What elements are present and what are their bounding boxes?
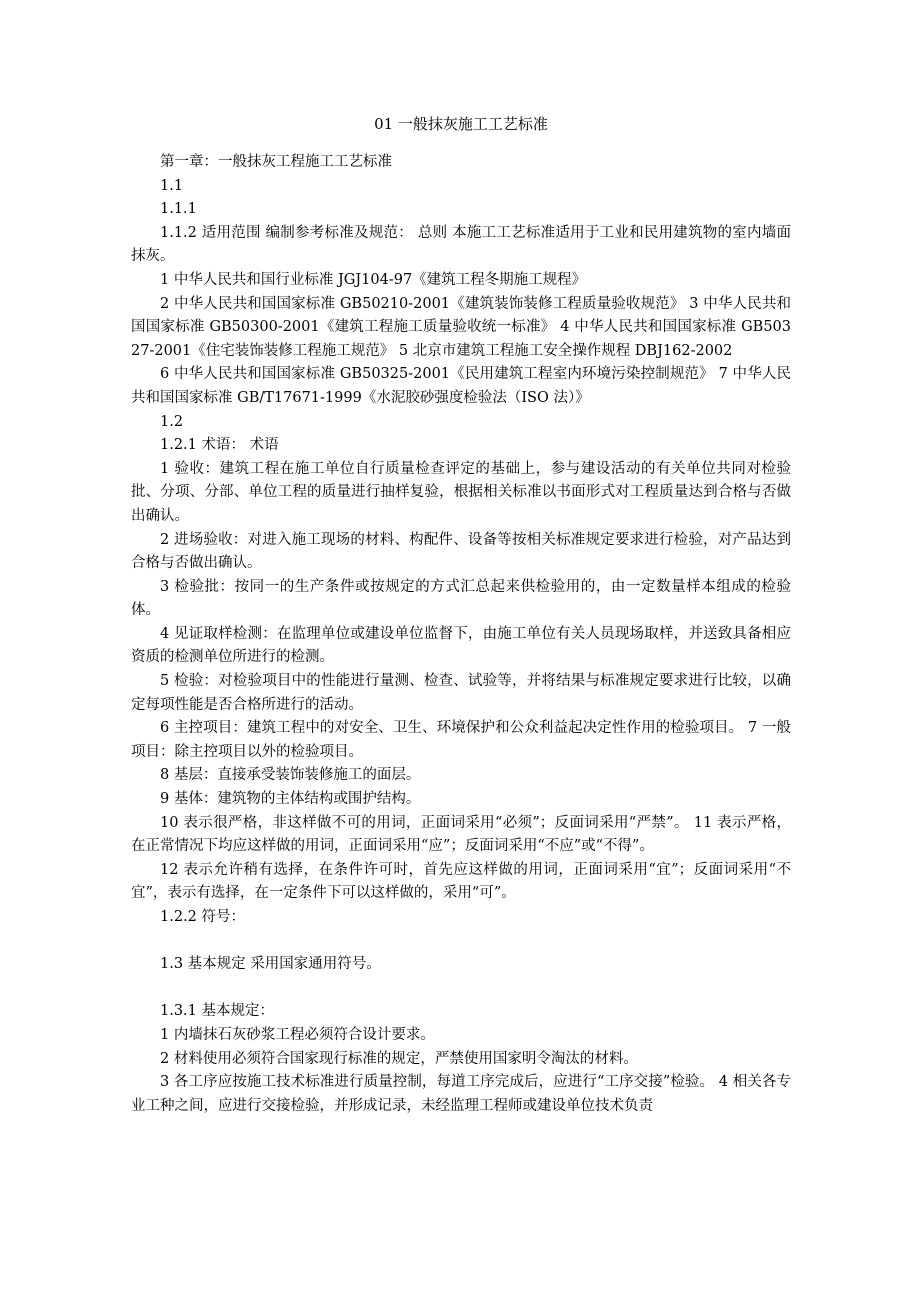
rule-item: 1 内墙抹石灰砂浆工程必须符合设计要求。 <box>160 1026 435 1043</box>
terms-heading: 1.2.1 术语： 术语 <box>160 437 279 454</box>
term-item: 9 基体：建筑物的主体结构或围护结构。 <box>160 791 421 808</box>
chapter-heading: 第一章：一般抹灰工程施工工艺标准 <box>160 154 392 170</box>
term-item: 4 见证取样检测：在监理单位或建设单位监督下，由施工单位有关人员现场取样，并送致具备相应资质的检测单位所进行的检测。 <box>131 625 791 666</box>
rule-item: 2 材料使用必须符合国家现行标准的规定，严禁使用国家明令淘汰的材料。 <box>160 1050 638 1067</box>
basic-rules-subheading: 1.3.1 基本规定： <box>160 1003 275 1020</box>
term-item: 2 进场验收：对进入施工现场的材料、构配件、设备等按相关标准规定要求进行检验，对产品达到合格与否做出确认。 <box>131 531 791 572</box>
section-number: 1.1.1 <box>160 201 197 218</box>
section-number: 1.2 <box>160 413 184 430</box>
scope-paragraph: 1.1.2 适用范围 编制参考标准及规范： 总则 本施工工艺标准适用于工业和民用建筑物的室内墙面抹灰。 <box>131 224 791 265</box>
document-title: 01 一般抹灰施工工艺标准 <box>374 115 548 133</box>
term-item: 6 主控项目：建筑工程中的对安全、卫生、环境保护和公众利益起决定性作用的检验项目。 7 一般项目：除主控项目以外的检验项目。 <box>131 720 791 760</box>
term-item: 8 基层：直接承受装饰装修施工的面层。 <box>160 767 421 784</box>
basic-rules-heading: 1.3 基本规定 采用国家通用符号。 <box>160 956 381 973</box>
term-item: 3 检验批：按同一的生产条件或按规定的方式汇总起来供检验用的，由一定数量样本组成的检验体。 <box>131 578 791 619</box>
document-page <box>131 112 791 1118</box>
rule-item: 3 各工序应按施工技术标准进行质量控制，每道工序完成后，应进行“工序交接”检验。 4 相关各专业工种之间，应进行交接检验，并形成记录，未经监理工程师或建设单位技术负责 <box>131 1074 791 1114</box>
term-item: 5 检验：对检验项目中的性能进行量测、检查、试验等，并将结果与标准规定要求进行比较，以确定每项性能是否合格所进行的活动。 <box>131 673 791 713</box>
blank-line <box>131 977 791 1001</box>
reference-item: 6 中华人民共和国国家标准 GB50325-2001《民用建筑工程室内环境污染控制规范》 7 中华人民共和国国家标准 GB/T17671-1999《水泥胶砂强度检验法（ISO 法）》 <box>131 366 791 406</box>
reference-item: 1 中华人民共和国行业标准 JGJ104-97《建筑工程冬期施工规程》 <box>160 271 587 288</box>
term-item: 12 表示允许稍有选择，在条件许可时，首先应这样做的用词，正面词采用“宜”；反面词采用“不宜”，表示有选择，在一定条件下可以这样做的，采用“可”。 <box>131 861 791 902</box>
symbols-heading: 1.2.2 符号： <box>160 909 246 925</box>
term-item: 10 表示很严格，非这样做不可的用词，正面词采用“必须”；反面词采用“严禁”。 11 表示严格，在正常情况下均应这样做的用词，正面词采用“应”；反面词采用“不应”或“不得”。 <box>131 814 791 855</box>
blank-line <box>131 930 791 954</box>
section-number: 1.1 <box>160 177 184 194</box>
reference-item: 2 中华人民共和国国家标准 GB50210-2001《建筑装饰装修工程质量验收规范》 3 中华人民共和国国家标准 GB50300-2001《建筑工程施工质量验收统一标准》 4 中华人民共和国国家标准 GB50327-2001《住宅装饰装修工程施工规范》 5 北京市建筑工程施工安全操作规程 DBJ162-2002 <box>131 295 791 359</box>
term-item: 1 验收：建筑工程在施工单位自行质量检查评定的基础上，参与建设活动的有关单位共同对检验批、分项、分部、单位工程的质量进行抽样复验，根据相关标准以书面形式对工程质量达到合格与否做出确认。 <box>131 460 791 524</box>
